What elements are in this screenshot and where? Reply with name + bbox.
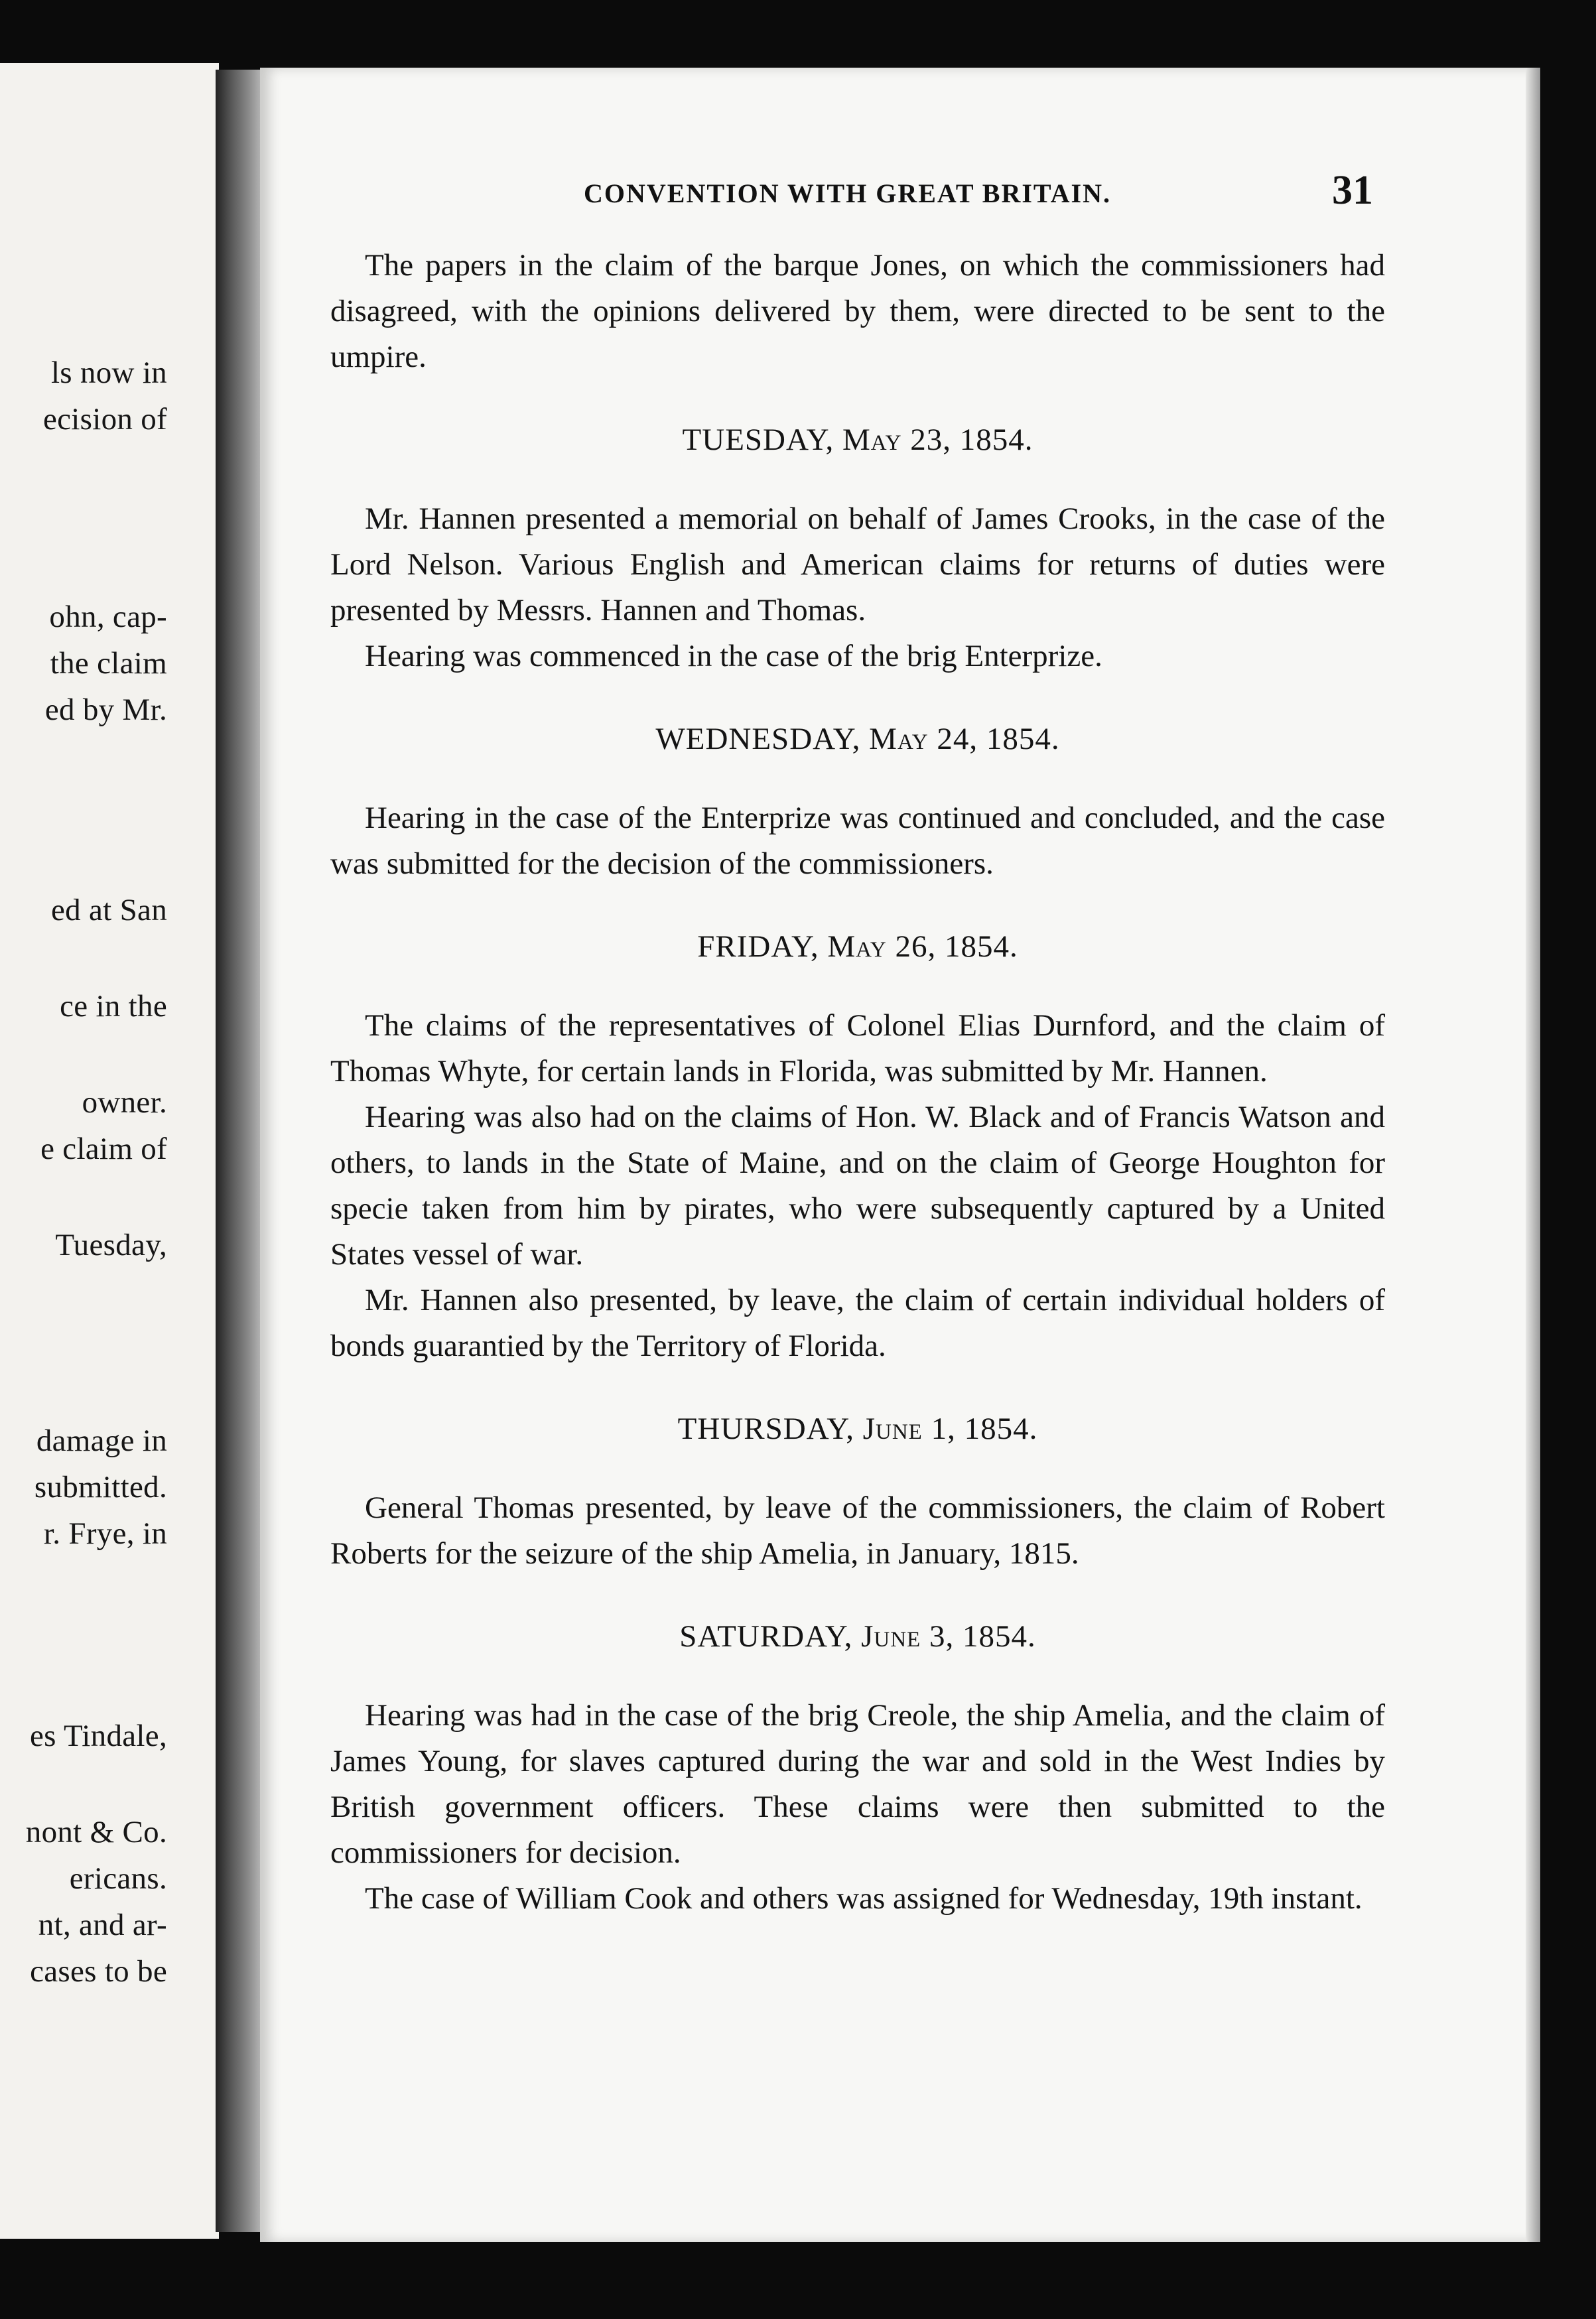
date-heading — [330, 1614, 1385, 1660]
page-body — [330, 243, 1385, 1922]
heading-date: 23, 1854. — [910, 423, 1033, 457]
date-heading — [330, 1406, 1385, 1452]
heading-month: May — [827, 929, 887, 964]
left-page-line: the claim — [50, 646, 167, 681]
page-edge — [1526, 68, 1540, 2242]
paragraph: Hearing was had in the case of the brig Creole, the ship Amelia, and the claim of James Young, for slaves captured during the war and sold in the West Indies by British government officers. These claims were then submitted to the commissioners for decision. — [330, 1698, 1385, 1870]
running-head: CONVENTION WITH GREAT BRITAIN. — [584, 178, 1111, 208]
heading-month: June — [861, 1619, 921, 1654]
paragraph: The claims of the representatives of Colonel Elias Durnford, and the claim of Thomas Whyte, for certain lands in Florida, was submitted by Mr. Hannen. — [330, 1008, 1385, 1089]
left-page-line: damage in — [36, 1424, 167, 1458]
paragraph: The case of William Cook and others was assigned for Wednesday, 19th instant. — [365, 1881, 1363, 1916]
date-heading — [330, 924, 1385, 970]
page-number: 31 — [1332, 168, 1373, 213]
left-page-line: ce in the — [60, 989, 167, 1024]
left-facing-page — [0, 63, 219, 2239]
left-page-line: ecision of — [42, 402, 167, 436]
heading-month: May — [869, 722, 929, 756]
heading-day: WEDNESDAY, — [655, 722, 861, 756]
left-page-line: ls now in — [50, 356, 167, 390]
paragraph: General Thomas presented, by leave of the commissioners, the claim of Robert Roberts for the seizure of the ship Amelia, in January, 1815. — [330, 1491, 1385, 1571]
left-page-line: Tuesday, — [55, 1228, 167, 1262]
left-page-line: ohn, cap- — [49, 600, 167, 634]
left-page-line: ericans. — [69, 1861, 167, 1896]
left-page-line: ed by Mr. — [44, 693, 167, 727]
heading-date: 26, 1854. — [895, 929, 1018, 964]
paragraph: Mr. Hannen also presented, by leave, the claim of certain individual holders of bonds guarantied by the Territory of Florida. — [330, 1283, 1385, 1363]
left-page-line: nont & Co. — [25, 1815, 167, 1849]
left-page-line: r. Frye, in — [43, 1516, 167, 1551]
paragraph: Hearing in the case of the Enterprize was continued and concluded, and the case was submitted for the decision of the commissioners. — [330, 801, 1385, 881]
left-page-line: nt, and ar- — [38, 1908, 167, 1942]
paragraph: The papers in the claim of the barque Jones, on which the commissioners had disagreed, with the opinions delivered by them, were directed to be sent to the umpire. — [330, 248, 1385, 374]
date-heading — [330, 417, 1385, 463]
heading-day: TUESDAY, — [682, 423, 834, 457]
paragraph: Hearing was also had on the claims of Hon. W. Black and of Francis Watson and others, to lands in the State of Maine, and on the claim of George Houghton for specie taken from him by pirates, who were subsequently captured by a United States vessel of war. — [330, 1100, 1385, 1272]
left-page-line: submitted. — [34, 1470, 167, 1504]
heading-month: May — [842, 423, 902, 457]
heading-day: THURSDAY, — [677, 1412, 854, 1446]
date-heading — [330, 716, 1385, 762]
left-page-line: owner. — [82, 1085, 167, 1120]
heading-day: FRIDAY, — [697, 929, 819, 964]
paragraph: Hearing was commenced in the case of the brig Enterprize. — [365, 639, 1102, 673]
heading-day: SATURDAY, — [679, 1619, 853, 1654]
left-page-line: cases to be — [30, 1954, 167, 1989]
heading-date: 3, 1854. — [929, 1619, 1036, 1654]
heading-date: 1, 1854. — [931, 1412, 1038, 1446]
left-page-line: es Tindale, — [30, 1719, 167, 1753]
left-page-line: e claim of — [40, 1132, 167, 1166]
heading-month: June — [862, 1412, 923, 1446]
left-page-line: ed at San — [51, 893, 167, 927]
paragraph: Mr. Hannen presented a memorial on behalf of James Crooks, in the case of the Lord Nelson. Various English and American claims for returns of duties were presented by Messrs. Hannen and Thomas. — [330, 501, 1385, 628]
heading-date: 24, 1854. — [937, 722, 1060, 756]
